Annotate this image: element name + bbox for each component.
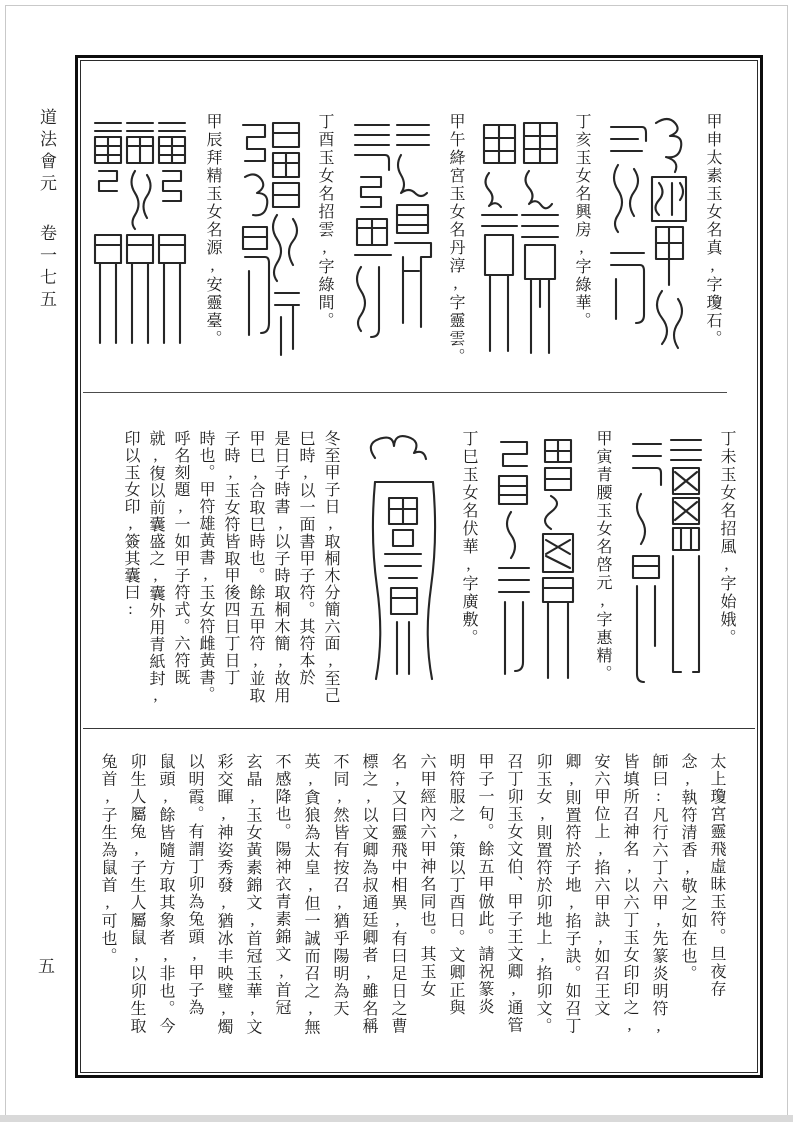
talisman-dingwei-icon: [627, 432, 705, 694]
text-column: 不感降也。陽神衣青素錦文,首冠: [273, 753, 290, 1017]
text-column: 卯玉女,則置符於卯地上,掐卯文。: [534, 753, 551, 1035]
text-column: 皆填所召神名,以六丁玉女印印之,: [621, 753, 638, 1035]
talisman-caption-dinghai: 丁亥玉女名興房,字綠華。: [573, 113, 590, 330]
talisman-dingyou-figure: [237, 115, 303, 386]
talisman-dingwei-figure: [627, 432, 705, 722]
talisman-caption-dingsi: 丁巳玉女名伏華,字廣敷。: [460, 430, 477, 647]
text-column: 師曰:凡行六丁六甲,先篆炎明符,: [650, 753, 667, 1036]
talisman-jiawu-figure: [349, 115, 434, 386]
page-frame-inner: [80, 60, 758, 1073]
text-column: 鼠頭,餘皆隨方取其象者,非也。今: [157, 753, 174, 1035]
volume-number: 卷一七五: [37, 224, 56, 312]
text-column: 明符服之,策以丁酉日。文卿正與: [447, 753, 464, 1017]
text-column: 不同,然皆有按召,猶乎陽明為天: [331, 753, 348, 1018]
text-column: 卯生人屬兔,子生人屬鼠,以卯生取: [128, 753, 145, 1035]
text-column: 太上瓊宮靈飛虛昧玉符。旦夜存: [708, 753, 725, 998]
book-title: 道法會元: [37, 108, 56, 196]
section-top: [81, 61, 757, 392]
text-column: 就,復以前囊盛之,囊外用青紙封,: [147, 430, 164, 705]
text-column: 甲子一旬。餘五甲倣此。請祝篆炎: [476, 753, 493, 1016]
text-column: 安六甲位上,掐六甲訣,如召王文: [592, 753, 609, 1018]
talisman-jiayin-icon: [493, 432, 581, 698]
text-column: 印以玉女印,簽其囊曰:: [122, 430, 139, 619]
talisman-caption-jiawu: 甲午絳宮玉女名丹淳,字靈雲。: [447, 113, 464, 366]
talisman-dingyou-icon: [237, 115, 303, 363]
text-column: 彩交暉,神姿秀發,猶冰丰映璧,燭: [215, 753, 232, 1036]
talisman-jiachen-figure: [91, 115, 191, 386]
talisman-jiayin-figure: [493, 432, 581, 722]
talisman-caption-jiayin: 甲寅青腰玉女名啓元,字惠精。: [594, 430, 611, 683]
scan-shadow: [0, 1115, 793, 1122]
text-column: 英,貪狼為太皇,但一誠而召之,無: [302, 753, 319, 1036]
text-column: 冬至甲子日,取桐木分簡六面,至己: [322, 430, 339, 704]
text-column: 玄晶,玉女黃素錦文,首冠玉華,文: [244, 753, 261, 1036]
text-column: 兔首,子生為鼠首,可也。: [99, 753, 116, 965]
text-column: 名,又曰靈飛中相異,有曰足日之曹: [389, 753, 406, 1035]
text-column: 子時,玉女符皆取甲後四日丁日丁: [222, 430, 239, 686]
text-column: 以明霞。有謂丁卯為兔頭,甲子為: [186, 753, 203, 1017]
middle-body-text: [118, 430, 343, 722]
talisman-jiachen-icon: [91, 115, 191, 357]
text-column: 是日子時書,以子時取桐木簡,故用: [272, 430, 289, 704]
talisman-jiashen-icon: [606, 115, 691, 360]
section-middle: [81, 393, 757, 728]
talisman-caption-jiachen: 甲辰拜精玉女名源,安靈臺。: [204, 113, 221, 348]
text-column: 標之,以文卿為叔通廷卿者,雖名稱: [360, 753, 377, 1035]
margin-title-column: [34, 108, 59, 728]
talisman-jiashen-figure: [606, 115, 691, 386]
text-column: 呼名刻題,一如甲子符式。六符既: [172, 430, 189, 686]
page-frame: [75, 55, 763, 1078]
text-column: 巳時,以一面書甲子符。其符本於: [297, 430, 314, 686]
section-bottom: [81, 729, 757, 1072]
bottom-body-text: [93, 753, 731, 1064]
text-column: 六甲經內六甲神名同也。其玉女: [418, 753, 435, 998]
text-column: 念,執符清香,敬之如在也。: [679, 753, 696, 983]
text-column: 甲巳,合取巳時也。餘五甲符,並取: [247, 430, 264, 704]
talisman-dingsi-figure: [359, 432, 447, 722]
text-column: 卿,則置符於子地,掐子訣。如召丁: [563, 753, 580, 1035]
text-column: 召丁卯玉女文伯、甲子王文卿,通管: [505, 753, 522, 1034]
talisman-dinghai-figure: [480, 115, 560, 386]
talisman-caption-dingyou: 丁酉玉女名招雲,字綠間。: [316, 113, 333, 330]
talisman-jiawu-icon: [349, 115, 434, 373]
talisman-caption-jiashen: 甲申太素玉女名真,字瓊石。: [704, 113, 721, 348]
talisman-caption-dingwei: 丁未玉女名招風,字始娥。: [718, 430, 735, 647]
talisman-dinghai-icon: [480, 115, 560, 367]
talisman-dingsi-icon: [359, 432, 447, 708]
folio-page-number: 五: [38, 957, 55, 976]
text-column: 時也。甲符雄黃書,玉女符雌黃書。: [197, 430, 214, 703]
